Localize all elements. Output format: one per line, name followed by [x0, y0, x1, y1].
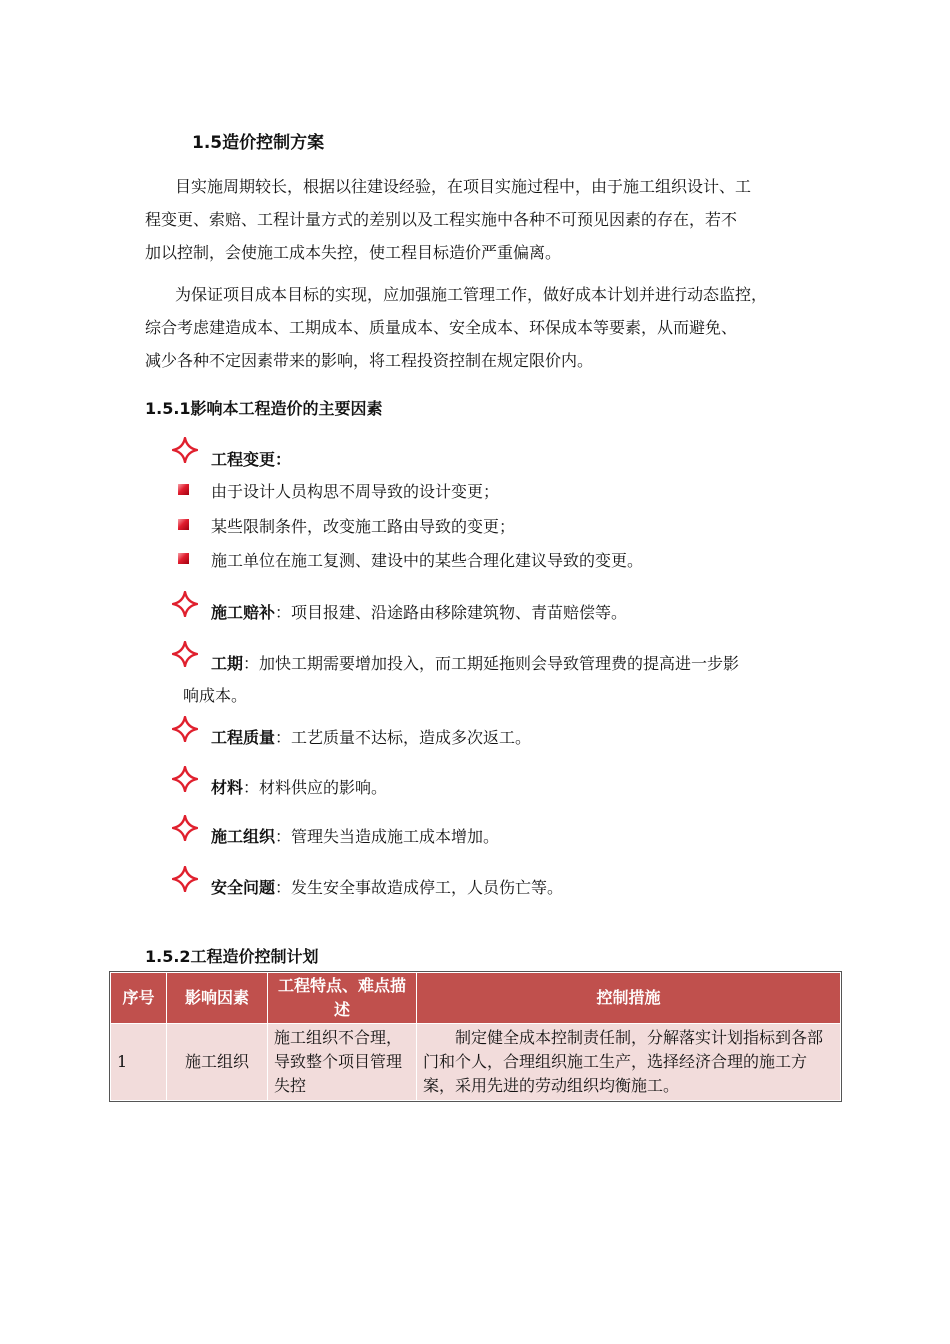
- four-point-star-icon: [172, 866, 198, 892]
- text-line: 程变更、索赔、工程计量方式的差别以及工程实施中各种不可预见因素的存在，若不: [145, 210, 738, 229]
- intro-paragraph-2: [145, 278, 825, 377]
- factor-item-continued: 响成本。: [183, 686, 248, 705]
- four-point-star-icon: [172, 437, 198, 463]
- header-measures: 控制措施: [417, 973, 841, 1024]
- factor-item: 工期：加快工期需要增加投入，而工期延拖则会导致管理费的提高进一步影: [211, 654, 740, 673]
- table-header-row: [111, 973, 841, 1024]
- red-square-bullet-icon: [178, 553, 189, 564]
- text-line: 减少各种不定因素带来的影响，将工程投资控制在规定限价内。: [145, 351, 594, 370]
- four-point-star-icon: [172, 591, 198, 617]
- text-line: 加以控制，会使施工成本失控，使工程目标造价严重偏离。: [145, 243, 562, 262]
- header-no: 序号: [111, 973, 167, 1024]
- factor-item: 安全问题：发生安全事故造成停工，人员伤亡等。: [211, 878, 564, 897]
- intro-paragraph-1: [145, 170, 825, 269]
- cell-measures: 制定健全成本控制责任制，分解落实计划指标到各部门和个人，合理组织施工生产，选择经济合理的施工方案，采用先进的劳动组织均衡施工。: [417, 1024, 841, 1101]
- cost-control-table: [110, 972, 841, 1101]
- cell-no: 1: [111, 1024, 167, 1101]
- section-title: 1.5造价控制方案: [192, 133, 325, 153]
- factor-item: 材料：材料供应的影响。: [211, 778, 388, 797]
- factor-item: 施工组织：管理失当造成施工成本增加。: [211, 827, 500, 846]
- change-bullet-text: 施工单位在施工复测、建设中的某些合理化建议导致的变更。: [211, 551, 644, 570]
- change-bullet-text: 由于设计人员构思不周导致的设计变更；: [211, 482, 500, 501]
- factor-item: 工程质量：工艺质量不达标，造成多次返工。: [211, 728, 532, 747]
- factor-item: 施工赔补：项目报建、沿途路由移除建筑物、青苗赔偿等。: [211, 603, 628, 622]
- header-factor: 影响因素: [167, 973, 268, 1024]
- four-point-star-icon: [172, 716, 198, 742]
- subsection-title-plan: 1.5.2工程造价控制计划: [145, 947, 319, 966]
- text-line: 目实施周期较长，根据以往建设经验，在项目实施过程中，由于施工组织设计、工: [175, 177, 752, 196]
- red-square-bullet-icon: [178, 484, 189, 495]
- subsection-title-factors: 1.5.1影响本工程造价的主要因素: [145, 399, 383, 418]
- red-square-bullet-icon: [178, 519, 189, 530]
- text-line: 综合考虑建造成本、工期成本、质量成本、安全成本、环保成本等要素，从而避免、: [145, 318, 738, 337]
- cell-factor: 施工组织: [167, 1024, 268, 1101]
- four-point-star-icon: [172, 815, 198, 841]
- text-line: 为保证项目成本目标的实现，应加强施工管理工作，做好成本计划并进行动态监控，: [175, 285, 768, 304]
- four-point-star-icon: [172, 766, 198, 792]
- factor-change-label: 工程变更：: [211, 450, 292, 469]
- table-row: [111, 1024, 841, 1101]
- four-point-star-icon: [172, 641, 198, 667]
- change-bullet-text: 某些限制条件，改变施工路由导致的变更；: [211, 517, 516, 536]
- header-description: 工程特点、难点描述: [268, 973, 417, 1024]
- cell-description: 施工组织不合理，导致整个项目管理失控: [268, 1024, 417, 1101]
